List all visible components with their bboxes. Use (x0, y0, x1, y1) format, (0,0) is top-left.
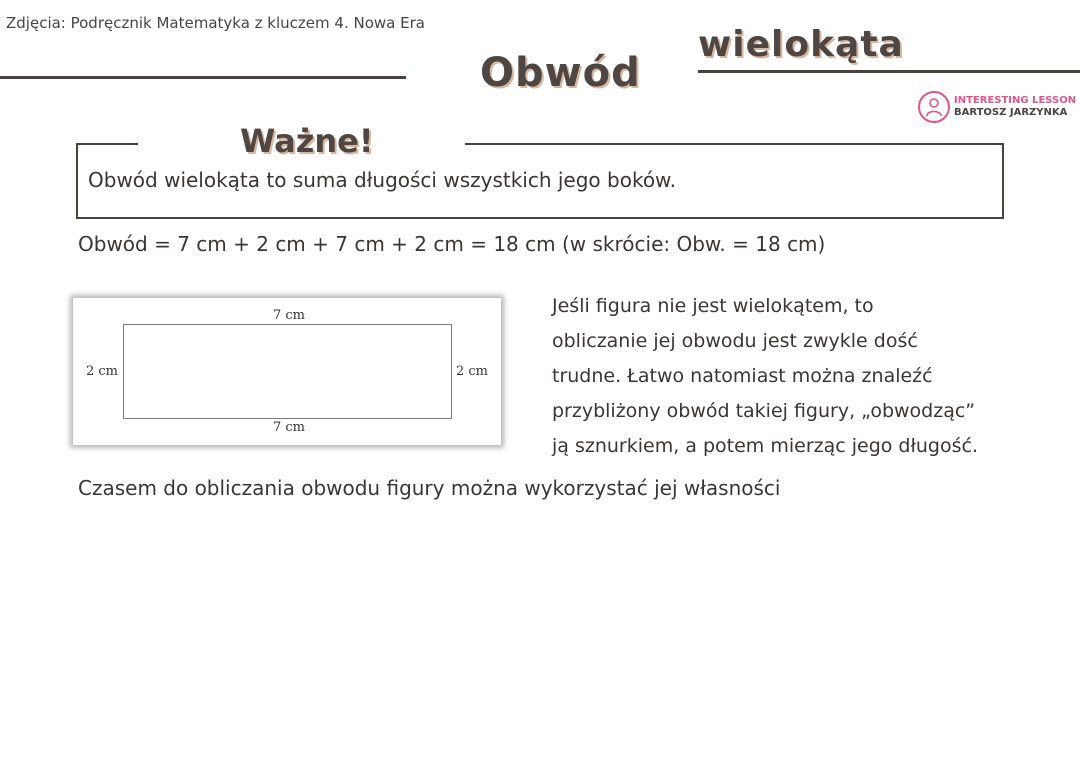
header-rule-right (698, 70, 1080, 73)
definition-text: Obwód wielokąta to suma długości wszystkich jego boków. (88, 168, 676, 192)
page-subtitle: wielokąta (698, 24, 904, 65)
rectangle-shape (123, 324, 452, 419)
paragraph-line: Jeśli figura nie jest wielokątem, to (552, 295, 874, 317)
bottom-side-label: 7 cm (273, 420, 306, 435)
badge-title: INTERESTING LESSON (954, 95, 1077, 106)
closing-sentence: Czasem do obliczania obwodu figury można wykorzystać jej własności (78, 476, 781, 500)
right-side-label: 2 cm (456, 364, 489, 379)
author-badge (918, 91, 1076, 123)
perimeter-formula: Obwód = 7 cm + 2 cm + 7 cm + 2 cm = 18 cm (w skrócie: Obw. = 18 cm) (78, 232, 826, 256)
paragraph-line: przybliżony obwód takiej figury, „obwodząc” (552, 400, 976, 422)
top-side-label: 7 cm (273, 308, 306, 323)
paragraph-line: ją sznurkiem, a potem mierząc jego długość. (552, 435, 978, 457)
person-icon (918, 91, 950, 123)
header-rule-left (0, 76, 406, 79)
source-note: Zdjęcia: Podręcznik Matematyka z kluczem 4. Nowa Era (6, 14, 425, 32)
explanation-paragraph (552, 289, 1022, 464)
left-side-label: 2 cm (86, 364, 119, 379)
paragraph-line: trudne. Łatwo natomiast można znaleźć (552, 365, 933, 387)
page-title: Obwód (480, 50, 641, 96)
badge-author: BARTOSZ JARZYNKA (954, 107, 1068, 118)
important-heading: Ważne! (240, 122, 374, 160)
paragraph-line: obliczanie jej obwodu jest zwykle dość (552, 330, 918, 352)
